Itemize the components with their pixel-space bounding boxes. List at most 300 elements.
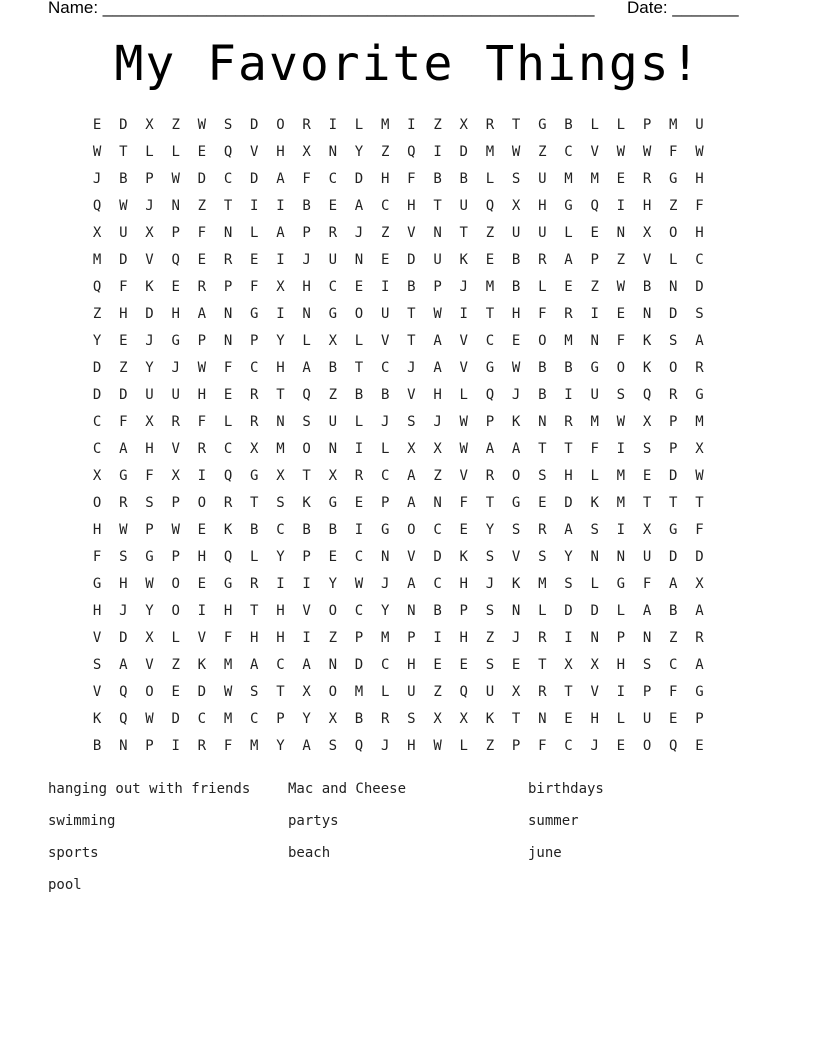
grid-letter: K [590,495,599,511]
grid-letter: Z [171,657,180,673]
grid-letter: M [250,738,259,754]
grid-letter: D [695,549,704,565]
grid-letter: C [564,144,573,160]
grid-letter: X [511,684,521,700]
grid-letter: P [145,522,154,538]
grid-letter: R [642,171,652,187]
grid-letter: M [616,495,626,511]
grid-letter: W [511,144,521,160]
grid-letter: S [564,576,573,592]
grid-letter: I [171,738,180,754]
grid-letter: O [302,441,311,457]
grid-letter: P [642,684,652,700]
grid-letter: Z [433,684,442,700]
grid-letter: P [171,549,180,565]
grid-letter: M [616,468,626,484]
grid-letter: M [485,279,495,295]
grid-letter: U [485,684,495,700]
grid-letter: V [145,657,154,673]
grid-letter: I [616,198,626,214]
grid-letter: L [616,603,626,619]
grid-letter: G [485,360,495,376]
grid-letter: F [616,333,626,349]
grid-letter: Y [276,333,285,349]
grid-letter: D [407,252,416,268]
grid-row [84,355,713,382]
grid-letter: B [433,603,442,619]
word-bank-item: swimming [48,813,116,829]
grid-letter: X [695,576,704,592]
grid-letter: L [171,630,180,646]
grid-letter: K [459,549,468,565]
grid-letter: K [223,522,233,538]
grid-letter: T [538,441,547,457]
grid-letter: Y [276,738,285,754]
grid-letter: H [511,306,521,322]
grid-letter: P [616,630,626,646]
grid-letter: X [145,225,154,241]
word-bank-item: june [528,845,562,861]
grid-letter: P [695,711,704,727]
grid-letter: P [145,738,154,754]
grid-letter: X [92,468,102,484]
grid-letter: T [669,495,678,511]
grid-letter: L [616,117,626,133]
grid-letter: K [92,711,102,727]
grid-letter: C [354,603,364,619]
grid-letter: G [511,495,521,511]
grid-letter: D [197,171,207,187]
grid-letter: F [642,576,652,592]
word-bank-item: summer [528,813,579,829]
grid-letter: D [119,387,128,403]
grid-letter: M [380,630,390,646]
grid-letter: J [380,738,390,754]
grid-letter: E [564,279,573,295]
grid-letter: S [250,684,259,700]
grid-letter: K [642,360,652,376]
grid-letter: P [511,738,521,754]
grid-letter: U [171,387,180,403]
grid-letter: G [250,306,259,322]
grid-letter: R [223,495,233,511]
grid-letter: D [564,603,573,619]
grid-letter: S [511,171,521,187]
grid-letter: E [616,738,626,754]
page-title: My Favorite Things! [114,36,702,92]
grid-letter: M [354,684,364,700]
grid-letter: G [695,387,704,403]
grid-letter: V [197,630,207,646]
grid-letter: H [145,441,154,457]
grid-letter: R [538,630,547,646]
grid-letter: H [459,576,468,592]
grid-letter: W [197,117,207,133]
grid-letter: P [197,333,207,349]
grid-letter: L [564,225,573,241]
grid-letter: J [302,252,311,268]
grid-letter: E [616,306,626,322]
grid-letter: E [590,225,599,241]
grid-letter: O [669,225,678,241]
grid-letter: F [223,738,233,754]
word-search-grid [84,112,713,760]
grid-letter: U [642,711,652,727]
grid-letter: H [407,657,416,673]
grid-letter: W [459,414,468,430]
grid-letter: G [328,495,337,511]
grid-letter: M [92,252,102,268]
grid-letter: K [642,333,652,349]
grid-letter: T [276,684,285,700]
grid-letter: T [407,333,416,349]
grid-letter: O [171,576,180,592]
grid-letter: Z [433,117,442,133]
grid-letter: N [616,549,626,565]
grid-letter: N [223,306,233,322]
grid-letter: M [223,657,233,673]
grid-letter: W [171,522,180,538]
grid-letter: X [328,468,337,484]
grid-letter: K [511,576,521,592]
grid-letter: Q [119,711,128,727]
grid-letter: S [223,117,233,133]
grid-letter: G [145,549,154,565]
grid-letter: E [459,522,468,538]
grid-letter: N [276,414,285,430]
grid-letter: F [459,495,468,511]
grid-letter: X [328,711,337,727]
grid-letter: X [433,441,442,457]
grid-letter: I [590,306,599,322]
grid-letter: U [328,252,337,268]
grid-row [84,679,713,706]
grid-letter: D [119,117,128,133]
grid-row [84,220,713,247]
grid-letter: E [328,549,337,565]
grid-letter: B [642,279,652,295]
grid-letter: P [171,495,180,511]
grid-letter: C [380,360,390,376]
grid-letter: P [485,414,495,430]
grid-row [84,193,713,220]
grid-letter: E [433,657,442,673]
grid-letter: X [642,414,652,430]
grid-letter: E [485,252,495,268]
grid-letter: X [92,225,102,241]
grid-letter: K [197,657,207,673]
grid-letter: T [695,495,704,511]
grid-letter: T [433,198,442,214]
grid-letter: A [695,657,704,673]
grid-letter: Z [485,630,495,646]
grid-letter: O [145,684,154,700]
grid-letter: P [642,117,652,133]
grid-letter: A [119,441,128,457]
grid-letter: R [171,414,180,430]
grid-letter: V [642,252,652,268]
grid-letter: W [145,576,154,592]
grid-letter: I [459,306,468,322]
grid-letter: B [328,522,337,538]
grid-letter: G [669,522,678,538]
grid-letter: T [511,711,521,727]
grid-letter: R [197,279,207,295]
word-bank [48,777,768,905]
grid-letter: J [145,333,154,349]
grid-letter: F [538,306,547,322]
grid-letter: L [485,171,495,187]
grid-letter: L [250,549,259,565]
grid-letter: P [433,279,442,295]
grid-letter: S [538,468,547,484]
grid-letter: R [538,252,547,268]
grid-letter: N [590,333,599,349]
grid-letter: R [695,630,704,646]
grid-letter: H [695,225,704,241]
grid-letter: B [250,522,259,538]
grid-letter: W [119,522,128,538]
grid-letter: V [171,441,180,457]
grid-letter: G [564,198,573,214]
grid-letter: C [223,441,233,457]
grid-letter: C [669,657,678,673]
word-bank-item: pool [48,877,82,893]
grid-letter: W [695,468,704,484]
grid-letter: E [250,252,259,268]
grid-letter: C [695,252,704,268]
grid-letter: N [642,306,652,322]
grid-letter: E [616,171,626,187]
grid-letter: L [538,279,547,295]
grid-letter: F [197,414,207,430]
grid-letter: D [433,549,442,565]
grid-letter: H [276,603,285,619]
grid-letter: Q [642,387,652,403]
grid-letter: A [485,441,495,457]
grid-letter: A [695,333,704,349]
grid-letter: H [276,360,285,376]
grid-letter: V [250,144,259,160]
grid-letter: H [407,738,416,754]
grid-letter: E [380,252,390,268]
grid-letter: C [276,657,285,673]
grid-letter: X [407,441,416,457]
grid-letter: M [223,711,233,727]
grid-letter: Q [485,387,495,403]
grid-letter: E [328,198,337,214]
grid-letter: J [119,603,128,619]
grid-letter: M [590,414,599,430]
grid-letter: V [407,387,416,403]
grid-letter: B [511,252,521,268]
grid-letter: R [538,684,547,700]
grid-letter: U [407,684,416,700]
grid-letter: P [276,711,285,727]
grid-letter: N [616,225,626,241]
grid-letter: C [485,333,495,349]
grid-letter: B [433,171,442,187]
grid-letter: E [171,279,180,295]
grid-letter: Y [354,144,364,160]
grid-letter: O [328,684,337,700]
grid-letter: S [485,657,495,673]
grid-letter: W [459,441,468,457]
grid-letter: V [380,333,390,349]
grid-letter: S [407,414,416,430]
grid-letter: T [407,306,416,322]
grid-letter: Y [485,522,495,538]
grid-letter: E [669,711,678,727]
grid-letter: C [380,657,390,673]
grid-letter: Y [92,333,102,349]
grid-letter: W [197,360,207,376]
grid-letter: J [171,360,180,376]
grid-row [84,625,713,652]
grid-letter: V [511,549,521,565]
grid-letter: H [564,468,573,484]
grid-letter: X [642,522,652,538]
grid-letter: X [642,225,652,241]
grid-letter: X [145,414,154,430]
grid-letter: L [616,711,626,727]
grid-letter: L [590,468,599,484]
grid-letter: P [459,603,468,619]
grid-letter: F [669,144,678,160]
grid-letter: H [407,198,416,214]
grid-letter: W [511,360,521,376]
grid-letter: R [564,306,573,322]
grid-letter: H [171,306,180,322]
grid-letter: E [354,279,364,295]
grid-letter: G [171,333,180,349]
grid-letter: P [669,414,678,430]
grid-letter: V [92,684,102,700]
grid-letter: I [276,198,285,214]
grid-letter: O [511,468,521,484]
grid-letter: O [616,360,626,376]
grid-letter: H [92,603,102,619]
grid-letter: B [407,279,416,295]
grid-letter: B [328,360,337,376]
grid-letter: D [695,279,704,295]
grid-row [84,139,713,166]
grid-letter: R [223,252,233,268]
grid-letter: G [223,576,233,592]
grid-row [84,301,713,328]
grid-letter: C [92,441,102,457]
grid-letter: F [669,684,678,700]
grid-letter: N [354,252,364,268]
grid-letter: D [145,306,154,322]
grid-letter: X [459,117,468,133]
grid-letter: O [669,360,678,376]
grid-letter: E [197,252,207,268]
grid-row [84,112,713,139]
grid-letter: O [328,603,337,619]
grid-letter: C [433,576,442,592]
grid-letter: K [302,495,311,511]
grid-letter: G [119,468,128,484]
grid-letter: D [354,171,364,187]
grid-letter: V [459,468,468,484]
grid-letter: D [459,144,468,160]
grid-letter: X [564,657,573,673]
grid-letter: X [276,468,285,484]
grid-letter: D [92,387,102,403]
grid-letter: J [511,630,521,646]
grid-letter: B [119,171,128,187]
grid-letter: W [642,144,652,160]
grid-letter: G [250,468,259,484]
grid-letter: S [407,711,416,727]
grid-letter: V [92,630,102,646]
grid-letter: E [695,738,704,754]
word-bank-item: birthdays [528,781,604,797]
grid-letter: U [695,117,704,133]
grid-letter: D [119,630,128,646]
grid-letter: L [354,117,364,133]
grid-letter: H [538,198,547,214]
grid-letter: S [276,495,285,511]
grid-letter: Q [223,144,233,160]
grid-letter: S [328,738,337,754]
grid-letter: Z [171,117,180,133]
grid-letter: C [276,522,285,538]
grid-letter: I [302,630,311,646]
grid-letter: T [511,117,521,133]
grid-letter: U [590,387,599,403]
grid-letter: O [197,495,207,511]
grid-letter: P [223,279,233,295]
grid-letter: I [354,522,364,538]
grid-letter: O [642,738,652,754]
grid-letter: I [616,441,626,457]
grid-letter: E [92,117,102,133]
grid-letter: A [302,360,311,376]
grid-letter: D [564,495,573,511]
grid-letter: N [511,603,521,619]
grid-letter: I [354,441,364,457]
grid-letter: P [145,171,154,187]
grid-letter: P [669,441,678,457]
grid-letter: X [276,279,285,295]
grid-letter: Z [485,738,495,754]
grid-letter: Q [459,684,468,700]
grid-letter: G [669,171,678,187]
grid-letter: C [328,279,337,295]
grid-letter: J [407,360,416,376]
grid-letter: V [302,603,311,619]
grid-letter: X [695,441,704,457]
grid-letter: T [302,468,311,484]
grid-letter: L [302,333,311,349]
grid-letter: N [590,549,599,565]
grid-letter: A [695,603,704,619]
grid-letter: A [276,225,285,241]
grid-letter: A [302,738,311,754]
grid-letter: J [92,171,102,187]
grid-letter: S [642,657,652,673]
grid-letter: J [590,738,599,754]
grid-letter: B [354,387,364,403]
date-field-label: Date: _______ [627,0,739,17]
grid-letter: H [695,171,704,187]
grid-letter: F [302,171,311,187]
grid-letter: E [197,576,207,592]
grid-letter: R [197,738,207,754]
grid-letter: W [354,576,364,592]
